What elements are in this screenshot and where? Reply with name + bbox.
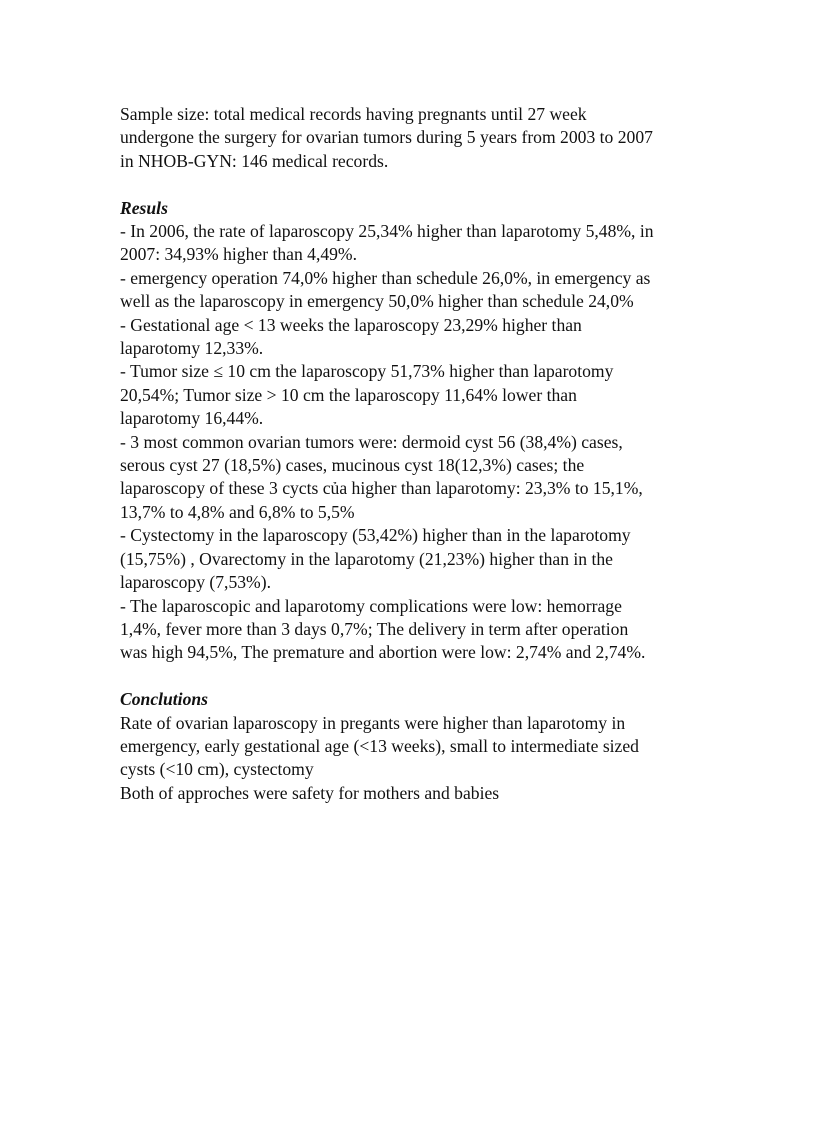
result-item-5: - 3 most common ovarian tumors were: dermoid cyst 56 (38,4%) cases, serous cyst 27 (18,5%) cases, mucinous cyst 18(12,3%) cases; the laparoscopy of these 3 cycts của higher than laparotomy: 23,3% to 15,1%, 13,7% to 4,8% and 6,8% to 5,5% <box>120 431 643 522</box>
result-item-2: - emergency operation 74,0% higher than schedule 26,0%, in emergency as well as the laparoscopy in emergency 50,0% higher than schedule 24,0% <box>120 267 651 312</box>
result-item-7: - The laparoscopic and laparotomy complications were low: hemorrage 1,4%, fever more than 3 days 0,7%; The delivery in term after operation was high 94,5%, The premature and abortion were low: 2,74% and 2,74%. <box>120 595 646 663</box>
result-item-4: - Tumor size ≤ 10 cm the laparoscopy 51,73% higher than laparotomy 20,54%; Tumor size > 10 cm the laparoscopy 11,64% lower than laparotomy 16,44%. <box>120 361 614 429</box>
document-body <box>120 103 700 805</box>
result-item-3: - Gestational age < 13 weeks the laparoscopy 23,29% higher than laparotomy 12,33%. <box>120 314 582 359</box>
results-heading: Resuls <box>120 197 168 218</box>
result-item-6: - Cystectomy in the laparoscopy (53,42%) higher than in the laparotomy (15,75%) , Ovarectomy in the laparotomy (21,23%) higher than in the laparoscopy (7,53%). <box>120 525 631 593</box>
result-item-1: - In 2006, the rate of laparoscopy 25,34% higher than laparotomy 5,48%, in 2007: 34,93% higher than 4,49%. <box>120 221 654 265</box>
intro-paragraph: Sample size: total medical records having pregnants until 27 week undergone the surgery for ovarian tumors during 5 years from 2003 to 2007 in NHOB-GYN: 146 medical records. <box>120 104 653 171</box>
conclusions-heading: Conclutions <box>120 689 209 710</box>
spacer <box>120 665 700 688</box>
spacer <box>120 173 700 196</box>
conclusion-line-1: Rate of ovarian laparoscopy in pregants were higher than laparotomy in emergency, early gestational age (<13 weeks), small to intermediate sized cysts (<10 cm), cystectomy <box>120 712 639 780</box>
conclusion-line-2: Both of approches were safety for mothers and babies <box>120 782 500 803</box>
